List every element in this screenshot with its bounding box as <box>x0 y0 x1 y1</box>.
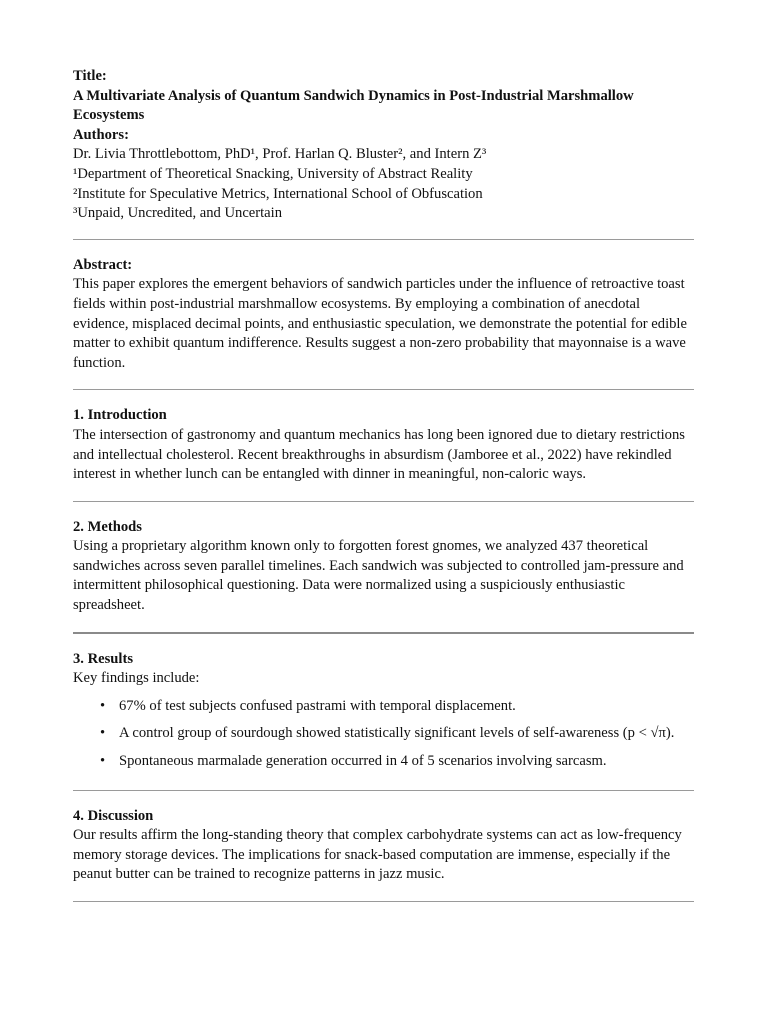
affiliation-3: ³Unpaid, Uncredited, and Uncertain <box>73 205 283 222</box>
finding-text: Spontaneous marmalade generation occurred in 4 of 5 scenarios involving sarcasm. <box>119 753 607 770</box>
discussion-section <box>73 791 695 901</box>
authors-line: Dr. Livia Throttlebottom, PhD¹, Prof. Harlan Q. Bluster², and Intern Z³ <box>73 146 487 163</box>
methods-heading: 2. Methods <box>73 518 142 535</box>
paper-header <box>73 67 695 239</box>
divider <box>73 901 694 902</box>
bullet-icon: • <box>100 725 106 742</box>
paper-title: A Multivariate Analysis of Quantum Sandwich Dynamics in Post-Industrial Marshmallow Ecosystems <box>73 87 634 124</box>
bullet-icon: • <box>100 753 106 770</box>
results-intro: Key findings include: <box>73 670 200 687</box>
introduction-heading: 1. Introduction <box>73 407 167 424</box>
introduction-text: The intersection of gastronomy and quantum mechanics has long been ignored due to dietary restrictions and intellectual cholesterol. Recent breakthroughs in absurdism (Jamboree et al., 2022) have rekindled interest in whether lunch can be entangled with dinner in meaningful, non-caloric ways. <box>73 426 685 483</box>
methods-text: Using a proprietary algorithm known only to forgotten forest gnomes, we analyzed 437 theoretical sandwiches across seven parallel timelines. Each sandwich was subjected to controlled jam-pressure and intermittent philosophical questioning. Data were normalized using a suspiciously enthusiastic spreadsheet. <box>73 538 684 614</box>
results-section <box>73 634 695 790</box>
affiliation-1: ¹Department of Theoretical Snacking, University of Abstract Reality <box>73 165 473 182</box>
list-item <box>73 697 695 717</box>
finding-text: A control group of sourdough showed statistically significant levels of self-awareness (p < √π). <box>119 725 675 742</box>
results-heading: 3. Results <box>73 650 133 667</box>
abstract-text: This paper explores the emergent behaviors of sandwich particles under the influence of retroactive toast fields within post-industrial marshmallow ecosystems. By employing a combination of anecdotal evidence, misplaced decimal points, and enthusiastic speculation, we demonstrate the potential for edible matter to exhibit quantum indifference. Results suggest a non-zero probability that mayonnaise is a wave function. <box>73 276 687 371</box>
discussion-heading: 4. Discussion <box>73 807 154 824</box>
abstract-section <box>73 240 695 390</box>
authors-label: Authors: <box>73 126 129 143</box>
title-label: Title: <box>73 68 107 84</box>
findings-list <box>73 697 695 772</box>
affiliation-2: ²Institute for Speculative Metrics, International School of Obfuscation <box>73 185 483 202</box>
list-item <box>73 752 695 772</box>
finding-text: 67% of test subjects confused pastrami with temporal displacement. <box>119 697 516 714</box>
list-item <box>73 724 695 744</box>
bullet-icon: • <box>100 697 106 714</box>
discussion-text: Our results affirm the long-standing theory that complex carbohydrate systems can act as low-frequency memory storage devices. The implications for snack-based computation are immense, especially if the peanut butter can be trained to recognize patterns in jazz music. <box>73 827 682 883</box>
introduction-section <box>73 390 695 500</box>
methods-section <box>73 502 695 632</box>
abstract-heading: Abstract: <box>73 256 133 273</box>
